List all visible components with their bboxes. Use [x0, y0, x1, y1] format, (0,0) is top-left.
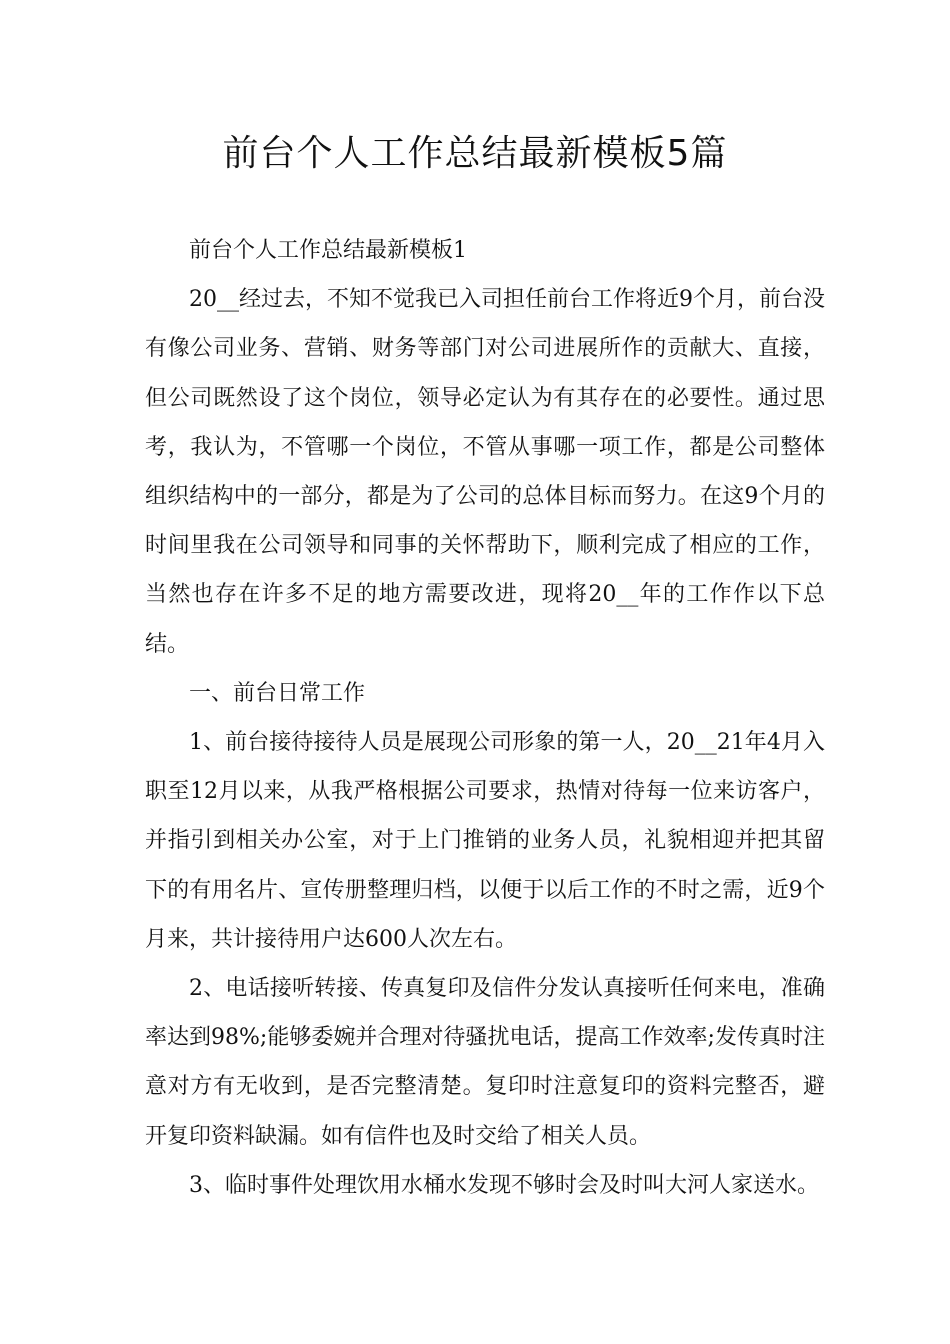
item-temporary-events-paragraph: 3、临时事件处理饮用水桶水发现不够时会及时叫大河人家送水。	[189, 1172, 819, 1198]
item-phone-fax-paragraph: 2、电话接听转接、传真复印及信件分发认真接听任何来电，准确率达到98%;能够委婉并合理对待骚扰电话，提高工作效率;发传真时注意对方有无收到，是否完整清楚。复印时注意复印的资料完整否，避开复印资料缺漏。如有信件也及时交给了相关人员。	[145, 976, 825, 1149]
document-title: 前台个人工作总结最新模板5篇	[222, 133, 728, 174]
intro-paragraph: 20__经过去，不知不觉我已入司担任前台工作将近9个月，前台没有像公司业务、营销、财务等部门对公司进展所作的贡献大、直接，但公司既然设了这个岗位，领导必定认为有其存在的必要性。通过思考，我认为，不管哪一个岗位，不管从事哪一项工作，都是公司整体组织结构中的一部分，都是为了公司的总体目标而努力。在这9个月的时间里我在公司领导和同事的关怀帮助下，顺利完成了相应的工作，当然也存在许多不足的地方需要改进，现将20__年的工作作以下总结。	[145, 287, 825, 657]
document-body	[145, 226, 825, 1210]
section-heading-template-1: 前台个人工作总结最新模板1	[189, 238, 467, 263]
item-reception-paragraph: 1、前台接待接待人员是展现公司形象的第一人，20__21年4月入职至12月以来，从我严格根据公司要求，热情对待每一位来访客户，并指引到相关办公室，对于上门推销的业务人员，礼貌相迎并把其留下的有用名片、宣传册整理归档，以便于以后工作的不时之需，近9个月来，共计接待用户达600人次左右。	[145, 730, 825, 952]
section-heading-daily-work: 一、前台日常工作	[189, 680, 366, 706]
